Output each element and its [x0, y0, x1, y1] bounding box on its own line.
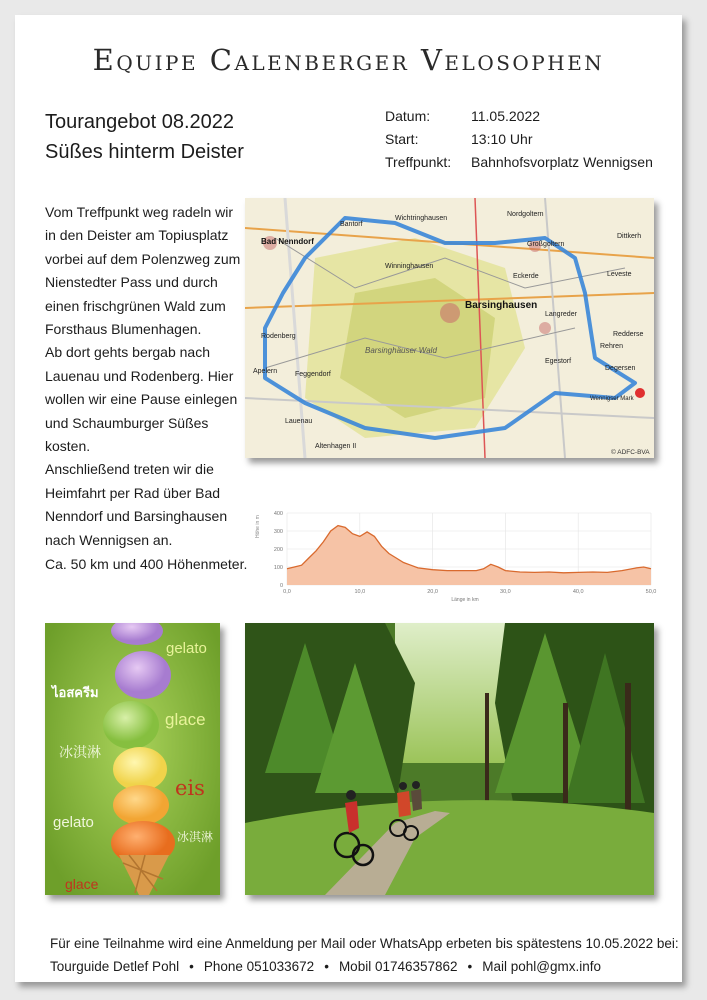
start-marker: [635, 388, 645, 398]
registration-note: Für eine Teilnahme wird eine Anmeldung per Mail oder WhatsApp erbeten bis spätestens 10.05.2022 bei:: [50, 936, 679, 951]
mobile-number: Mobil 01746357862: [338, 959, 458, 974]
map-label: Nordgoltern: [507, 211, 544, 218]
map-label: Bantorf: [340, 221, 363, 228]
phone-number: Phone 051033672: [203, 959, 315, 974]
elevation-x-tick: 0,0: [283, 589, 291, 595]
detail-value: 11.05.2022: [471, 108, 541, 124]
elevation-chart: [253, 493, 657, 603]
map-label: Bad Nenndorf: [261, 237, 314, 246]
elevation-y-tick: 300: [273, 529, 283, 535]
icecream-word: 冰淇淋: [59, 745, 101, 761]
route-map: [245, 198, 654, 458]
detail-value: 13:10 Uhr: [471, 131, 533, 147]
email-address: Mail pohl@gmx.info: [482, 959, 602, 974]
map-label: Dittkerh: [617, 233, 642, 240]
icecream-word: gelato: [166, 640, 207, 657]
separator: •: [467, 959, 473, 974]
map-label: Rehren: [600, 343, 623, 350]
map-label: Eckerde: [513, 273, 539, 280]
tour-details: [385, 105, 653, 174]
elevation-profile: [253, 493, 657, 603]
detail-start: [385, 128, 653, 151]
map-label: Feggendorf: [295, 371, 331, 378]
tour-guide-name: Tourguide Detlef Pohl: [50, 959, 180, 974]
tour-description: [45, 201, 245, 552]
map-label: Redderse: [613, 331, 644, 338]
map-label: Langreder: [545, 311, 577, 318]
map-label: Wichtringhausen: [395, 215, 448, 222]
icecream-word: eis: [175, 776, 205, 800]
map-label: Lauenau: [285, 418, 313, 425]
tour-summary: Ca. 50 km und 400 Höhenmeter.: [45, 556, 248, 572]
map-label: Leveste: [607, 271, 632, 278]
detail-label: Treffpunkt:: [385, 154, 452, 170]
description-paragraph: Ab dort gehts bergab nach Lauenau und Rodenberg. Hier wollen wir eine Pause einlegen und Schaumburger Süßes kosten.: [45, 344, 238, 455]
description-paragraph: Anschließend treten wir die Heimfahrt per Rad über Bad Nenndorf und Barsinghausen nach Wennigsen an.: [45, 461, 228, 548]
separator: •: [189, 959, 194, 974]
detail-label: Datum:: [385, 108, 431, 124]
icecream-word: glace: [165, 710, 206, 729]
map-label: Degersen: [605, 365, 636, 372]
elevation-xlabel: Länge in km: [451, 597, 479, 603]
contact-line: [50, 955, 679, 978]
footer: [50, 932, 679, 978]
tour-title-block: [45, 107, 244, 167]
elevation-y-tick: 200: [273, 547, 283, 553]
elevation-x-tick: 20,0: [427, 589, 438, 595]
elevation-x-tick: 40,0: [572, 589, 584, 595]
flyer-page: [15, 15, 682, 982]
icecream-word: ไอสครีม: [52, 686, 99, 701]
map-label: Egestorf: [545, 358, 572, 365]
icecream-word: 冰淇淋: [177, 830, 214, 844]
elevation-y-tick: 400: [273, 511, 283, 517]
elevation-y-tick: 0: [279, 583, 283, 589]
detail-date: [385, 105, 653, 128]
icecream-photo: [45, 623, 220, 895]
separator: •: [324, 959, 329, 974]
detail-meeting-point: [385, 151, 653, 174]
detail-value: Bahnhofsvorplatz Wennigsen: [471, 154, 653, 170]
map-label: Rodenberg: [261, 333, 296, 340]
route-map-graphic: [245, 198, 654, 458]
elevation-x-tick: 30,0: [500, 589, 511, 595]
tour-name: Süßes hinterm Deister: [45, 141, 244, 163]
map-label: Winninghausen: [385, 263, 434, 270]
map-label: Barsinghausen: [465, 300, 538, 311]
icecream-graphic: [45, 623, 220, 895]
icecream-word: glace: [65, 876, 99, 892]
icecream-word: gelato: [53, 814, 94, 831]
description-paragraph: Vom Treffpunkt weg radeln wir in den Deister am Topiusplatz vorbei auf dem Polenzweg zum Nienstedter Pass und durch einen frischgrünen Wald zum Forsthaus Blumenhagen.: [45, 204, 241, 338]
map-label: Wennigser Mark: [590, 396, 634, 402]
map-copyright: © ADFC-BVA: [611, 449, 650, 456]
map-label: Großgoltern: [527, 241, 565, 248]
elevation-x-tick: 10,0: [354, 589, 366, 595]
elevation-ylabel: Höhe in m: [255, 515, 261, 538]
forest-graphic: [245, 623, 654, 895]
elevation-area: [287, 526, 651, 585]
map-label: Apelern: [253, 368, 278, 375]
map-label: Barsinghäuser Wald: [365, 346, 437, 355]
elevation-x-tick: 50,0: [645, 589, 657, 595]
detail-label: Start:: [385, 131, 419, 147]
forest-bikers-photo: [245, 623, 654, 895]
elevation-y-tick: 100: [273, 565, 283, 571]
tour-offer-label: Tourangebot 08.2022: [45, 111, 235, 133]
map-label: Altenhagen II: [315, 443, 357, 450]
page-title: Equipe Calenberger Velosophen: [92, 43, 605, 77]
